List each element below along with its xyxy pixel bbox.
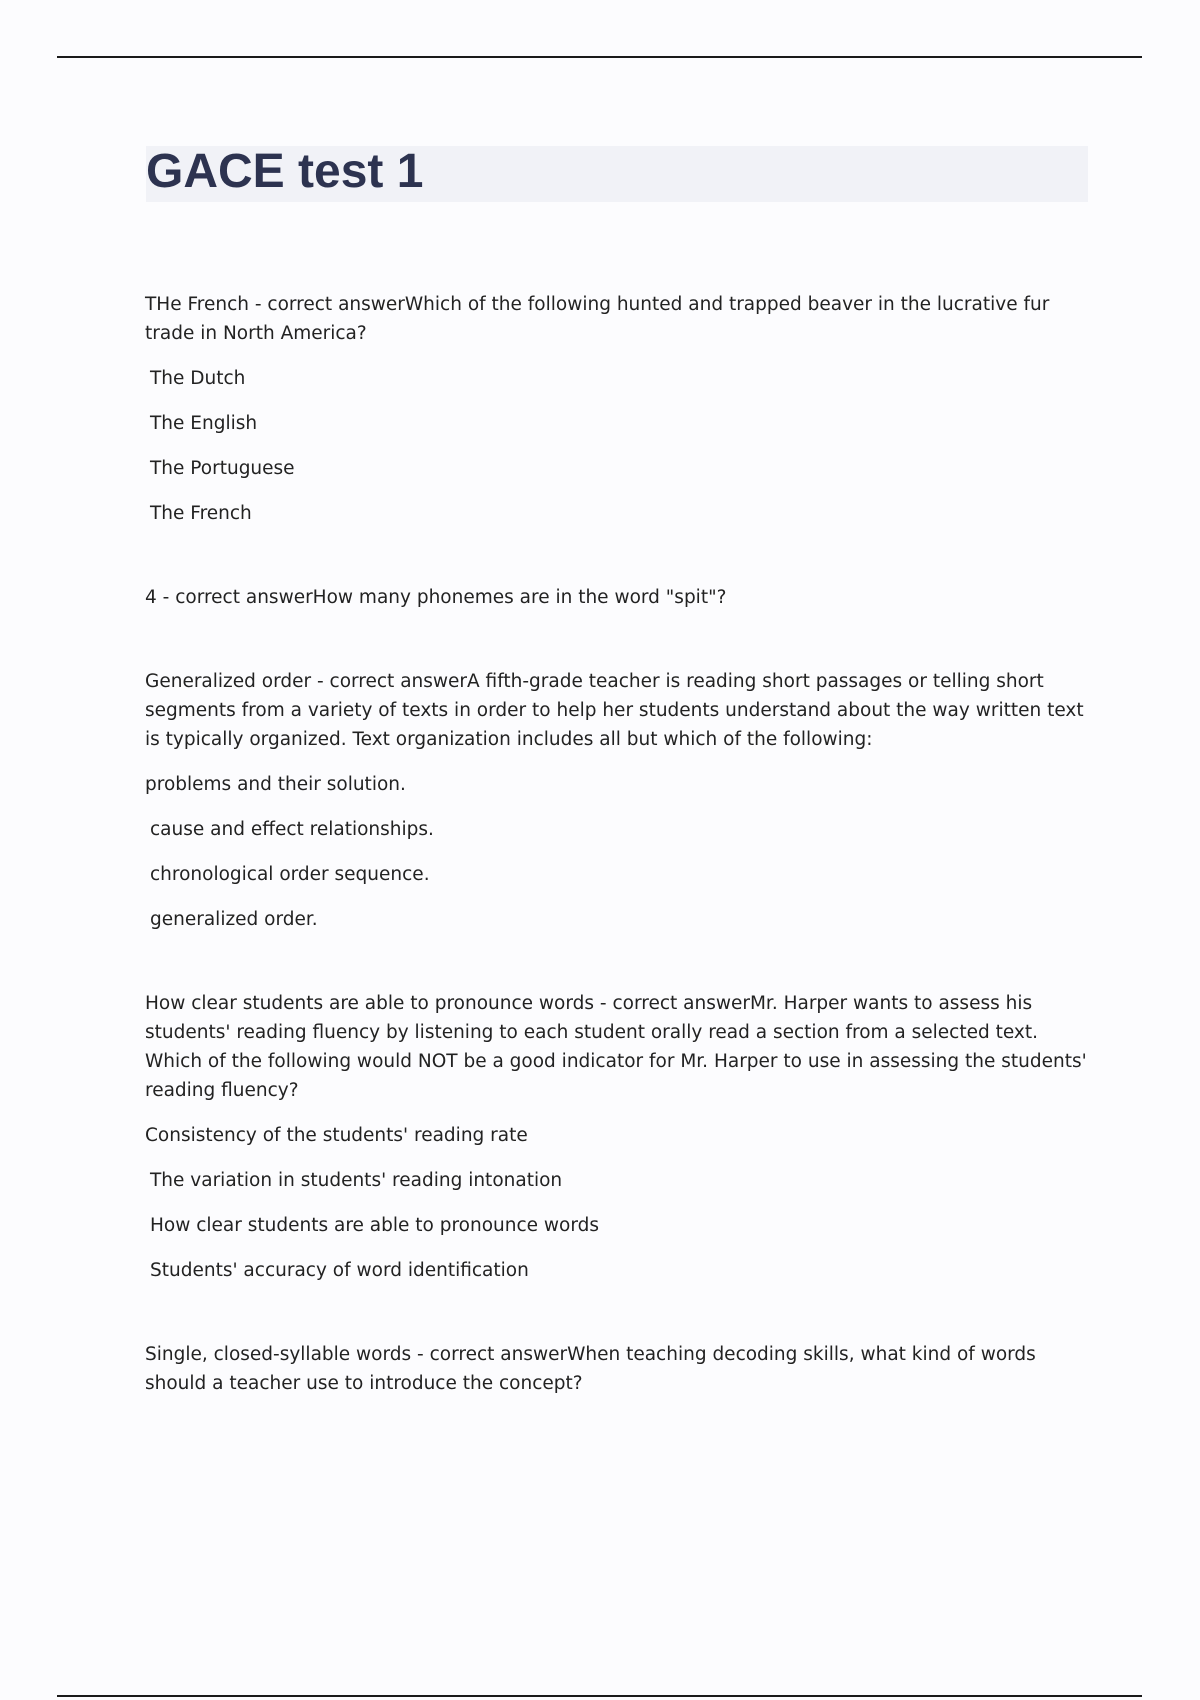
answer-choice: The French (150, 503, 252, 524)
question-block-2 (145, 583, 1095, 612)
answer-choice: The Dutch (150, 368, 246, 389)
question-text: Generalized order - correct answerA fifth-grade teacher is reading short passages or telling short segments from a variety of texts in order to help her students understand about the way written text is typically organized. Text organization includes all but which of the following: (145, 671, 1084, 750)
answer-choice: cause and effect relationships. (150, 819, 434, 840)
top-rule (57, 56, 1142, 58)
question-text: Single, closed-syllable words - correct answerWhen teaching decoding skills, what kind of words should a teacher use to introduce the concept? (145, 1344, 1036, 1394)
question-text: How clear students are able to pronounce words - correct answerMr. Harper wants to assess his students' reading fluency by listening to each student orally read a section from a selected text. Which of the following would NOT be a good indicator for Mr. Harper to use in assessing the students' reading fluency? (145, 993, 1087, 1101)
answer-choice: How clear students are able to pronounce words (150, 1215, 600, 1236)
question-block-1 (145, 290, 1095, 528)
answer-choice: The variation in students' reading intonation (150, 1170, 563, 1191)
document-title: GACE test 1 (146, 145, 424, 198)
question-block-5 (145, 1340, 1095, 1398)
document-body (145, 290, 1095, 1453)
answer-choice: Consistency of the students' reading rate (145, 1125, 528, 1146)
answer-choice: The English (150, 413, 258, 434)
question-text: THe French - correct answerWhich of the following hunted and trapped beaver in the lucrative fur trade in North America? (145, 294, 1050, 344)
answer-choice: chronological order sequence. (150, 864, 430, 885)
answer-choice: problems and their solution. (145, 774, 406, 795)
answer-choice: The Portuguese (150, 458, 295, 479)
bottom-rule (57, 1695, 1142, 1697)
question-block-4 (145, 989, 1095, 1285)
answer-choice: generalized order. (150, 909, 318, 930)
question-text: 4 - correct answerHow many phonemes are in the word "spit"? (145, 587, 727, 608)
answer-choice: Students' accuracy of word identification (150, 1260, 529, 1281)
question-block-3 (145, 667, 1095, 934)
